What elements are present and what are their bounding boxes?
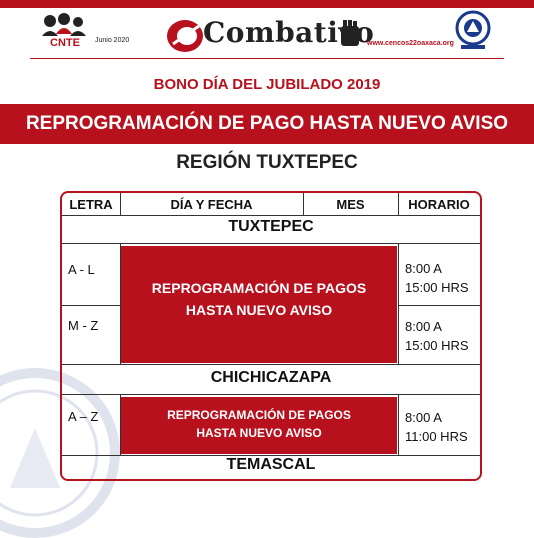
section-title-tuxtepec: TUXTEPEC [228,218,314,235]
horario-end: 15:00 HRS [405,338,469,353]
section-row-divider [62,394,480,395]
bono-title: BONO DÍA DEL JUBILADO 2019 [153,76,381,93]
reprogramming-notice [121,397,397,454]
cnte-label: CNTE [50,37,80,49]
column-divider [398,243,399,364]
horario-cell [405,317,469,355]
notice-line-2: HASTA NUEVO AVISO [196,426,322,440]
column-header-fecha: DÍA Y FECHA [170,197,253,212]
union-seal-icon [455,10,491,52]
horario-cell [405,259,469,297]
letra-cell: A – Z [68,409,99,424]
section-title-temascal: TEMASCAL [226,456,316,473]
column-divider [398,394,399,455]
reprogramming-banner: REPROGRAMACIÓN DE PAGO HASTA NUEVO AVISO [0,104,534,144]
reprogramming-notice [121,246,397,363]
horario-cell [405,408,468,446]
horario-start: 8:00 A [405,261,442,276]
column-header-mes: MES [336,197,365,212]
notice-line-1: REPROGRAMACIÓN DE PAGOS [151,280,367,296]
horario-end: 15:00 HRS [405,280,469,295]
horario-end: 11:00 HRS [405,429,468,444]
horario-start: 8:00 A [405,410,442,425]
horario-start: 8:00 A [405,319,442,334]
row-divider [398,305,480,306]
notice-line-1: REPROGRAMACIÓN DE PAGOS [167,408,351,422]
letra-cell: M - Z [68,318,99,333]
website-link[interactable]: www.cencos22oaxaca.org [367,40,454,47]
notice-line-2: HASTA NUEVO AVISO [185,302,333,318]
section-row-divider [62,364,480,365]
brand-title: Combativo [203,16,375,49]
publication-date: Junio 2020 [95,37,130,44]
header-divider [30,58,504,59]
column-header-letra: LETRA [69,197,113,212]
region-title: REGIÓN TUXTEPEC [176,152,358,173]
section-row-divider [62,243,480,244]
letra-cell: A - L [68,262,95,277]
column-header-horario: HORARIO [408,197,470,212]
section-title-chichicazapa: CHICHICAZAPA [210,369,332,386]
row-divider [62,305,120,306]
top-accent-bar [0,0,534,8]
